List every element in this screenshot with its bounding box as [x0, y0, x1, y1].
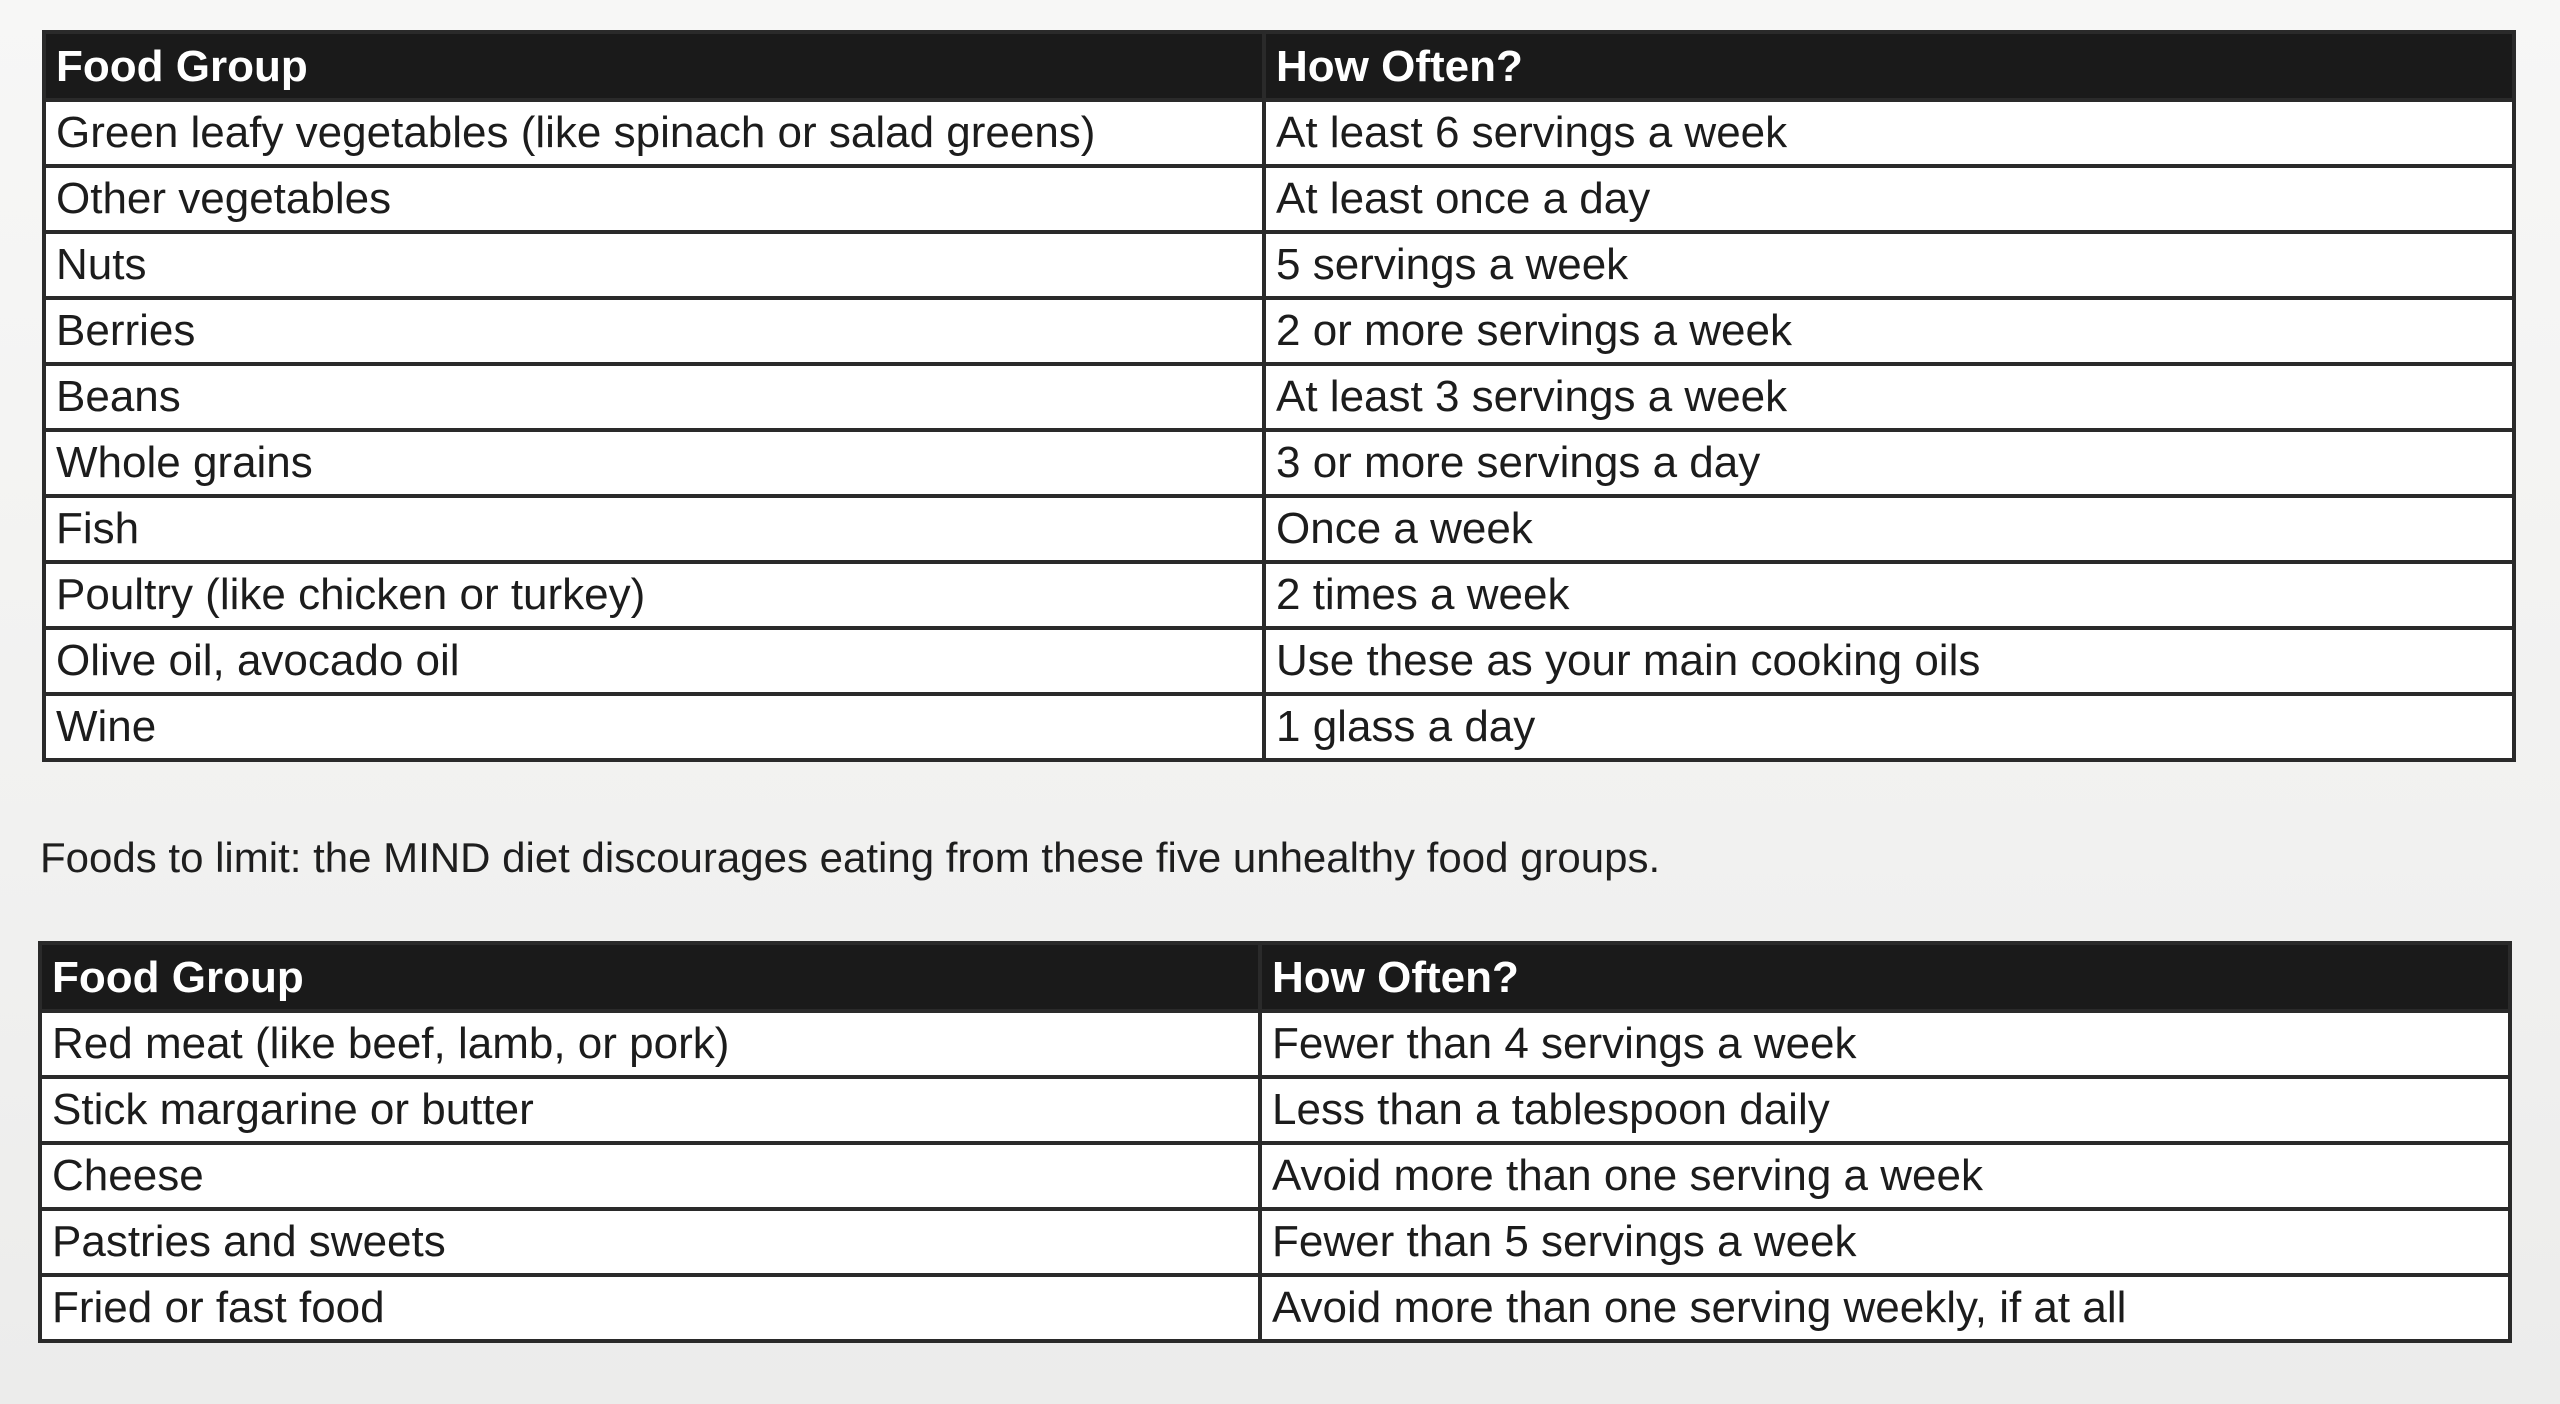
frequency-cell: At least 6 servings a week — [1264, 100, 2514, 166]
food-group-cell: Olive oil, avocado oil — [44, 628, 1264, 694]
table-row — [40, 1011, 2510, 1077]
food-group-cell: Other vegetables — [44, 166, 1264, 232]
table-row — [40, 1209, 2510, 1275]
food-group-cell: Pastries and sweets — [40, 1209, 1260, 1275]
frequency-cell: 2 times a week — [1264, 562, 2514, 628]
table-row — [44, 628, 2514, 694]
table-row — [44, 496, 2514, 562]
frequency-cell: 3 or more servings a day — [1264, 430, 2514, 496]
food-group-cell: Nuts — [44, 232, 1264, 298]
frequency-cell: Fewer than 4 servings a week — [1260, 1011, 2510, 1077]
frequency-cell: At least once a day — [1264, 166, 2514, 232]
food-group-cell: Beans — [44, 364, 1264, 430]
table-row — [44, 364, 2514, 430]
food-group-cell: Green leafy vegetables (like spinach or salad greens) — [44, 100, 1264, 166]
table-row — [44, 298, 2514, 364]
table-row — [40, 1143, 2510, 1209]
table-row — [44, 430, 2514, 496]
foods-to-limit-note: Foods to limit: the MIND diet discourages eating from these five unhealthy food groups. — [40, 834, 1661, 881]
table-row — [40, 1275, 2510, 1341]
frequency-cell: Avoid more than one serving weekly, if at all — [1260, 1275, 2510, 1341]
frequency-cell: Avoid more than one serving a week — [1260, 1143, 2510, 1209]
food-group-cell: Whole grains — [44, 430, 1264, 496]
food-group-cell: Wine — [44, 694, 1264, 760]
header-how-often: How Often? — [1264, 32, 2514, 100]
food-group-cell: Red meat (like beef, lamb, or pork) — [40, 1011, 1260, 1077]
frequency-cell: 5 servings a week — [1264, 232, 2514, 298]
frequency-cell: Use these as your main cooking oils — [1264, 628, 2514, 694]
frequency-cell: Less than a tablespoon daily — [1260, 1077, 2510, 1143]
frequency-cell: 2 or more servings a week — [1264, 298, 2514, 364]
recommended-foods-table — [42, 30, 2516, 762]
header-food-group: Food Group — [44, 32, 1264, 100]
food-group-cell: Stick margarine or butter — [40, 1077, 1260, 1143]
table-row — [44, 232, 2514, 298]
table-header-row — [44, 32, 2514, 100]
table-row — [40, 1077, 2510, 1143]
frequency-cell: Fewer than 5 servings a week — [1260, 1209, 2510, 1275]
food-group-cell: Fish — [44, 496, 1264, 562]
frequency-cell: At least 3 servings a week — [1264, 364, 2514, 430]
table-row — [44, 100, 2514, 166]
table-header-row — [40, 943, 2510, 1011]
food-group-cell: Cheese — [40, 1143, 1260, 1209]
table-row — [44, 694, 2514, 760]
food-group-cell: Fried or fast food — [40, 1275, 1260, 1341]
table-row — [44, 562, 2514, 628]
header-food-group: Food Group — [40, 943, 1260, 1011]
header-how-often: How Often? — [1260, 943, 2510, 1011]
frequency-cell: 1 glass a day — [1264, 694, 2514, 760]
table-row — [44, 166, 2514, 232]
frequency-cell: Once a week — [1264, 496, 2514, 562]
foods-to-limit-table — [38, 941, 2512, 1343]
food-group-cell: Poultry (like chicken or turkey) — [44, 562, 1264, 628]
food-group-cell: Berries — [44, 298, 1264, 364]
